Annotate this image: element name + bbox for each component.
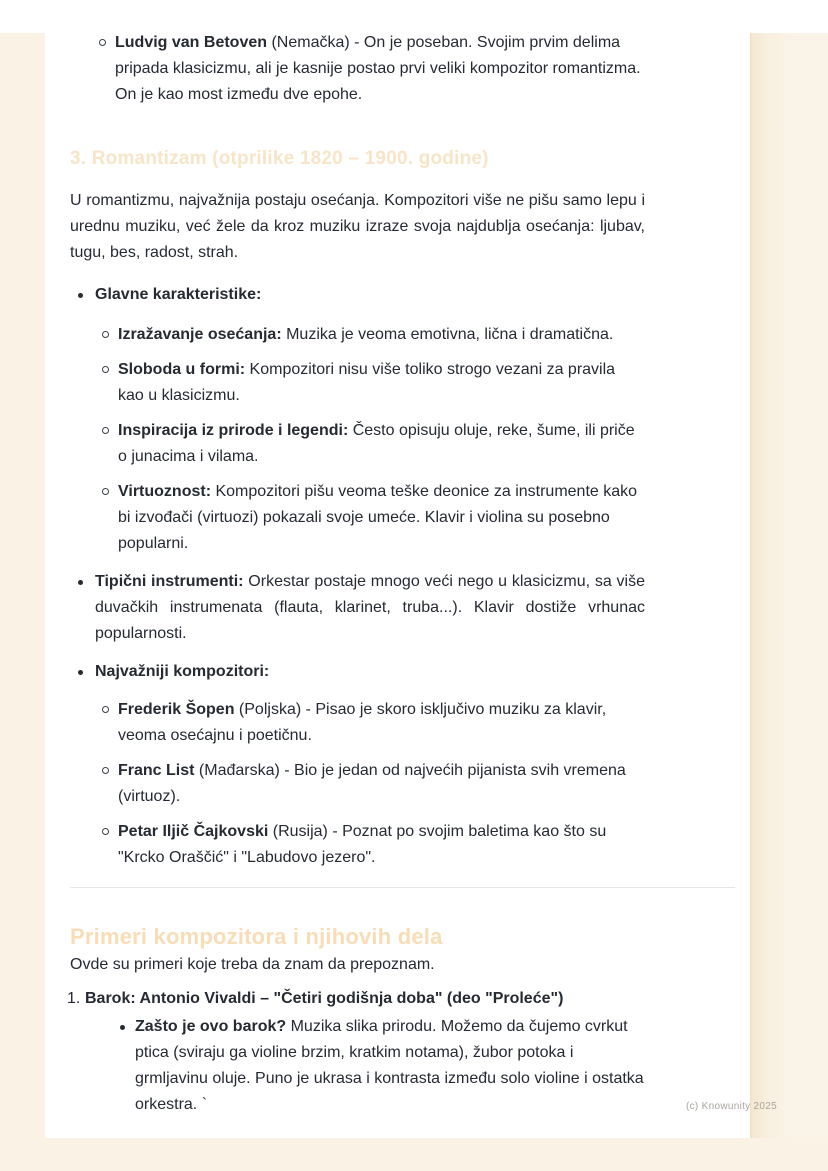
circle-bullet-icon <box>102 331 109 338</box>
list-item <box>70 357 645 409</box>
list-item <box>70 30 645 108</box>
glavne-label-list <box>70 282 645 308</box>
disc-bullet-icon <box>78 293 83 298</box>
composer-description: (Nemačka) - On je poseban. Svojim prvim delima pripada klasicizmu, ali je kasnije postao prvi veliki kompozitor romantizma. On je kao most između dve epohe. <box>115 34 641 103</box>
list-item <box>70 697 645 749</box>
item-term: Tipični instrumenti: <box>95 573 244 590</box>
item-description: Često opisuju oluje, reke, šume, ili priče o junacima i vilama. <box>118 422 635 465</box>
item-description: Kompozitori pišu veoma teške deonice za instrumente kako bi izvođači (virtuozi) pokazali svoje umeće. Klavir i violina su posebno popularni. <box>118 483 638 552</box>
circle-bullet-icon <box>102 706 109 713</box>
composer-intro-list <box>70 30 645 108</box>
list-item <box>70 282 645 308</box>
item-term: Izražavanje osećanja: <box>118 326 282 343</box>
list-item <box>85 1014 645 1118</box>
circle-bullet-icon <box>99 39 106 46</box>
example-title: Barok: Antonio Vivaldi – "Četiri godišnja doba" (deo "Proleće") <box>85 990 564 1007</box>
composer-name: Petar Iljič Čajkovski <box>118 823 269 840</box>
document-content <box>67 0 645 1118</box>
item-description: Muzika je veoma emotivna, lična i dramatična. <box>281 326 614 343</box>
circle-bullet-icon <box>102 828 109 835</box>
circle-bullet-icon <box>102 488 109 495</box>
list-item <box>70 479 645 557</box>
composer-description: (Mađarska) - Bio je jedan od najvećih pijanista svih vremena (virtuoz). <box>118 762 626 805</box>
composer-name: Franc List <box>118 762 195 779</box>
item-description: Orkestar postaje mnogo veći nego u klasicizmu, sa više duvačkih instrumenata (flauta, klarinet, truba...). Klavir dostiže vrhunac popularnosti. <box>95 573 645 642</box>
section-divider <box>70 887 735 888</box>
list-item <box>70 819 645 871</box>
list-item <box>70 322 645 348</box>
list-item <box>67 986 645 1118</box>
example-sub-list <box>85 1014 645 1118</box>
item-term: Virtuoznost: <box>118 483 212 500</box>
page-margin-left <box>0 33 45 1138</box>
page-margin-right <box>750 33 828 1138</box>
composers-list <box>70 697 645 871</box>
glavne-label: Glavne karakteristike: <box>95 286 262 303</box>
composer-name: Ludvig van Betoven <box>115 34 268 51</box>
item-term: Inspiracija iz prirode i legendi: <box>118 422 349 439</box>
list-item <box>70 659 645 685</box>
glavne-items-list <box>70 322 645 557</box>
primeri-numbered-list <box>67 986 645 1118</box>
disc-bullet-icon <box>120 1025 125 1030</box>
circle-bullet-icon <box>102 767 109 774</box>
item-term: Zašto je ovo barok? <box>135 1018 287 1035</box>
composer-name: Frederik Šopen <box>118 701 235 718</box>
page-margin-bottom <box>0 1138 828 1171</box>
section-heading-primeri: Primeri kompozitora i njihovih dela <box>70 924 443 949</box>
watermark: (c) Knowunity 2025 <box>686 1101 778 1112</box>
list-number: 1. <box>67 990 81 1007</box>
item-description: Kompozitori nisu više toliko strogo vezani za pravila kao u klasicizmu. <box>118 361 616 404</box>
list-item <box>70 758 645 810</box>
composer-description: (Poljska) - Pisao je skoro isključivo muziku za klavir, veoma osećajnu i poetičnu. <box>118 701 607 744</box>
list-item <box>70 418 645 470</box>
disc-bullet-icon <box>78 670 83 675</box>
list-item <box>70 569 645 647</box>
item-description: Muzika slika prirodu. Možemo da čujemo cvrkut ptica (sviraju ga violine brzim, kratkim notama), žubor potoka i grmljavinu oluje. Puno je ukrasa i kontrasta između solo violine i ostatka orkestra. ` <box>135 1018 644 1113</box>
najvazniji-label: Najvažniji kompozitori: <box>95 663 270 680</box>
tipicni-list <box>70 569 645 647</box>
romantizam-paragraph: U romantizmu, najvažnija postaju osećanja. Kompozitori više ne pišu samo lepu i urednu muziku, već žele da kroz muziku izraze svoja najdublja osećanja: ljubav, tugu, bes, radost, strah. <box>70 192 645 261</box>
item-term: Sloboda u formi: <box>118 361 246 378</box>
section-heading-romantizam: 3. Romantizam (otprilike 1820 – 1900. godine) <box>70 148 489 169</box>
najvazniji-label-list <box>70 659 645 685</box>
circle-bullet-icon <box>102 366 109 373</box>
composer-description: (Rusija) - Poznat po svojim baletima kao što su "Krcko Oraščić" i "Labudovo jezero". <box>118 823 607 866</box>
disc-bullet-icon <box>78 580 83 585</box>
primeri-intro-paragraph: Ovde su primeri koje treba da znam da prepoznam. <box>70 956 435 973</box>
circle-bullet-icon <box>102 427 109 434</box>
